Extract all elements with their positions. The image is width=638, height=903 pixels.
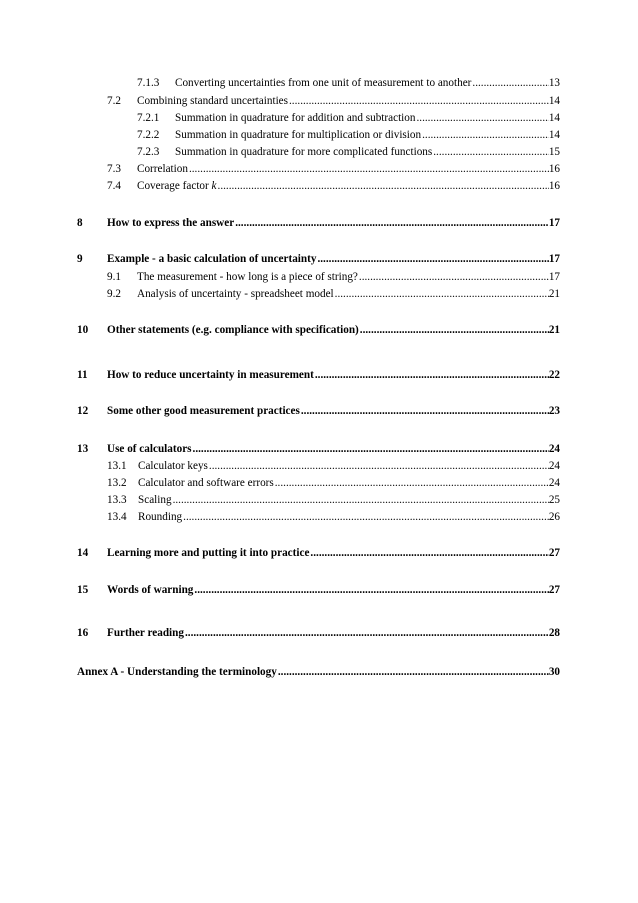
- toc-entry-page: 22: [548, 369, 560, 381]
- toc-entry[interactable]: [77, 217, 560, 229]
- toc-entry-page: 24: [548, 443, 560, 455]
- dot-leader: [472, 77, 548, 89]
- toc-entry-number: 7.2: [107, 95, 121, 107]
- toc-entry[interactable]: [77, 324, 560, 336]
- dot-leader: [359, 271, 549, 283]
- toc-entry-number: 7.2.1: [137, 112, 160, 124]
- toc-entry[interactable]: [77, 405, 560, 417]
- toc-entry-title: Some other good measurement practices: [107, 405, 300, 417]
- toc-entry-page: 16: [548, 180, 560, 192]
- toc-entry-page: 13: [548, 77, 560, 89]
- toc-entry-number: 13: [77, 443, 89, 455]
- toc-entry[interactable]: [137, 77, 560, 89]
- toc-entry-title: Calculator keys: [138, 460, 208, 472]
- toc-entry-title: Further reading: [107, 627, 184, 639]
- toc-entry-number: 13.1: [107, 460, 127, 472]
- toc-entry-number: 13.4: [107, 511, 127, 523]
- toc-entry[interactable]: [77, 547, 560, 559]
- toc-entry-title: The measurement - how long is a piece of string?: [137, 271, 358, 283]
- dot-leader: [218, 180, 549, 192]
- toc-entry[interactable]: [107, 163, 560, 175]
- toc-entry-number: 13.2: [107, 477, 127, 489]
- toc-entry[interactable]: [107, 494, 560, 506]
- toc-entry-number: 9.1: [107, 271, 121, 283]
- toc-entry-title: Annex A - Understanding the terminology: [77, 666, 277, 678]
- dot-leader: [185, 627, 549, 639]
- toc-entry-title: Use of calculators: [107, 443, 192, 455]
- toc-entry-number: 7.1.3: [137, 77, 160, 89]
- toc-entry[interactable]: [107, 288, 560, 300]
- toc-entry-number: 11: [77, 369, 88, 381]
- toc-entry-title: Converting uncertainties from one unit of measurement to another: [175, 77, 472, 89]
- toc-entry-page: 14: [548, 95, 560, 107]
- dot-leader: [416, 112, 548, 124]
- toc-entry-title: Rounding: [138, 511, 183, 523]
- toc-entry-number: 10: [77, 324, 89, 336]
- dot-leader: [193, 443, 549, 455]
- dot-leader: [235, 217, 549, 229]
- toc-entry-title: Summation in quadrature for addition and subtraction: [175, 112, 416, 124]
- dot-leader: [278, 666, 549, 678]
- dot-leader: [335, 288, 549, 300]
- toc-entry-title: Correlation: [137, 163, 188, 175]
- dot-leader: [310, 547, 548, 559]
- dot-leader: [360, 324, 549, 336]
- toc-entry-number: 7.2.2: [137, 129, 160, 141]
- toc-entry-number: 7.3: [107, 163, 121, 175]
- toc-entry[interactable]: [77, 369, 560, 381]
- dot-leader: [317, 253, 548, 265]
- toc-entry-number: 16: [77, 627, 89, 639]
- toc-entry-title: Summation in quadrature for more complicated functions: [175, 146, 433, 158]
- toc-entry-page: 26: [548, 511, 560, 523]
- toc-entry[interactable]: [107, 477, 560, 489]
- toc-entry-page: 30: [548, 666, 560, 678]
- toc-entry-page: 24: [548, 460, 560, 472]
- toc-entry-page: 23: [548, 405, 560, 417]
- toc-entry[interactable]: [77, 253, 560, 265]
- toc-entry-page: 17: [548, 253, 560, 265]
- toc-entry-number: 15: [77, 584, 89, 596]
- toc-entry-title: How to express the answer: [107, 217, 235, 229]
- toc-entry[interactable]: [77, 627, 560, 639]
- toc-entry-number: 12: [77, 405, 89, 417]
- toc-entry[interactable]: [107, 460, 560, 472]
- toc-entry-title: Combining standard uncertainties: [137, 95, 288, 107]
- toc-entry-title: Summation in quadrature for multiplication or division: [175, 129, 422, 141]
- toc-entry-title: Analysis of uncertainty - spreadsheet model: [137, 288, 334, 300]
- toc-entry-title: Words of warning: [107, 584, 194, 596]
- toc-entry[interactable]: [107, 271, 560, 283]
- toc-entry-number: 14: [77, 547, 89, 559]
- toc-entry-page: 28: [548, 627, 560, 639]
- dot-leader: [194, 584, 548, 596]
- toc-entry-title: [137, 180, 218, 192]
- toc-entry-number: 13.3: [107, 494, 127, 506]
- dot-leader: [422, 129, 549, 141]
- dot-leader: [173, 494, 549, 506]
- toc-entry-page: 14: [548, 129, 560, 141]
- toc-entry-page: 24: [548, 477, 560, 489]
- dot-leader: [433, 146, 549, 158]
- toc-entry-number: 7.4: [107, 180, 121, 192]
- dot-leader: [209, 460, 549, 472]
- dot-leader: [275, 477, 549, 489]
- toc-entry[interactable]: [137, 146, 560, 158]
- toc-entry-title-text: Coverage factor: [137, 180, 212, 192]
- toc-entry-page: 15: [548, 146, 560, 158]
- toc-entry-annex[interactable]: [77, 666, 560, 678]
- toc-entry[interactable]: [137, 129, 560, 141]
- toc-entry-page: 17: [548, 217, 560, 229]
- toc-entry-page: 21: [548, 288, 560, 300]
- toc-entry-title: How to reduce uncertainty in measurement: [107, 369, 314, 381]
- toc-entry-page: 27: [548, 547, 560, 559]
- dot-leader: [301, 405, 549, 417]
- toc-entry-title: Calculator and software errors: [138, 477, 274, 489]
- toc-entry-title: Learning more and putting it into practice: [107, 547, 310, 559]
- dot-leader: [183, 511, 549, 523]
- toc-entry-title: Other statements (e.g. compliance with specification): [107, 324, 359, 336]
- toc-entry-number: 8: [77, 217, 83, 229]
- toc-entry-title: Scaling: [138, 494, 172, 506]
- toc-entry-title-italic: k: [211, 180, 217, 192]
- toc-entry-page: 21: [548, 324, 560, 336]
- toc-entry-page: 25: [548, 494, 560, 506]
- toc-entry-page: 14: [548, 112, 560, 124]
- dot-leader: [289, 95, 549, 107]
- toc-entry[interactable]: [77, 584, 560, 596]
- toc-entry[interactable]: [107, 180, 560, 192]
- toc-entry-page: 27: [548, 584, 560, 596]
- dot-leader: [189, 163, 549, 175]
- dot-leader: [315, 369, 549, 381]
- toc-entry[interactable]: [107, 511, 560, 523]
- toc-entry[interactable]: [77, 443, 560, 455]
- toc-entry-page: 17: [548, 271, 560, 283]
- toc-entry-number: 9: [77, 253, 83, 265]
- toc-entry-page: 16: [548, 163, 560, 175]
- toc-entry[interactable]: [137, 112, 560, 124]
- toc-entry-number: 7.2.3: [137, 146, 160, 158]
- toc-entry-title: Example - a basic calculation of uncertainty: [107, 253, 317, 265]
- toc-entry-number: 9.2: [107, 288, 121, 300]
- toc-entry[interactable]: [107, 95, 560, 107]
